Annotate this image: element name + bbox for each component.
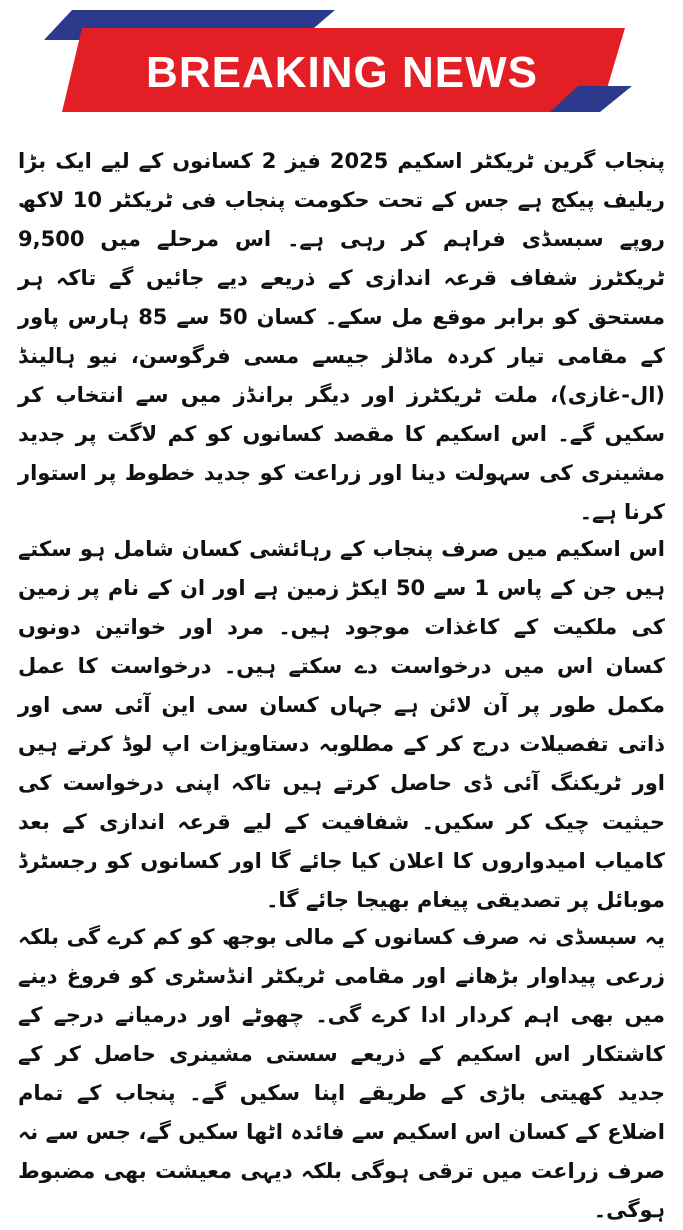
article-paragraph-3: یہ سبسڈی نہ صرف کسانوں کے مالی بوجھ کو کم کرے گی بلکہ زرعی پیداوار بڑھانے اور مقامی ٹریکٹر انڈسٹری کو فروغ دینے میں بھی اہم کردار ادا کرے گی۔ چھوٹے اور درمیانے درجے کے کاشتکار اس اسکیم کے ذریعے سستی مشینری حاصل کر کے جدید کھیتی باڑی کے طریقے اپنا سکیں گے۔ پنجاب کے تمام اضلاع کے کسان اس اسکیم سے فائدہ اٹھا سکیں گے، جس سے نہ صرف زراعت میں ترقی ہوگی بلکہ دیہی معیشت بھی مضبوط ہوگی۔ [18, 925, 665, 1222]
breaking-news-banner [0, 0, 683, 130]
article-paragraph-2: اس اسکیم میں صرف پنجاب کے رہائشی کسان شامل ہو سکتے ہیں جن کے پاس 1 سے 50 ایکڑ زمین ہے اور ان کے نام پر زمین کی ملکیت کے کاغذات موجود ہیں۔ مرد اور خواتین دونوں کسان اس میں درخواست دے سکتے ہیں۔ درخواست کا عمل مکمل طور پر آن لائن ہے جہاں کسان سی این آئی سی اور ذاتی تفصیلات درج کر کے مطلوبہ دستاویزات اپ لوڈ کرتے ہیں اور ٹریکنگ آئی ڈی حاصل کرتے ہیں تاکہ اپنی درخواست کی حیثیت چیک کر سکیں۔ شفافیت کے لیے قرعہ اندازی کے بعد کامیاب امیدواروں کا اعلان کیا جائے گا اور کسانوں کو رجسٹرڈ موبائل پر تصدیقی پیغام بھیجا جائے گا۔ [18, 537, 666, 912]
article-body [18, 142, 666, 1222]
banner-title: BREAKING NEWS [146, 48, 538, 97]
article-paragraph-1: پنجاب گرین ٹریکٹر اسکیم 2025 فیز 2 کسانوں کے لیے ایک بڑا ریلیف پیکج ہے جس کے تحت حکومت پنجاب فی ٹریکٹر 10 لاکھ روپے سبسڈی فراہم کر رہی ہے۔ اس مرحلے میں 9,500 ٹریکٹرز شفاف قرعہ اندازی کے ذریعے دیے جائیں گے تاکہ ہر مستحق کو برابر موقع مل سکے۔ کسان 50 سے 85 ہارس پاور کے مقامی تیار کردہ ماڈلز جیسے مسی فرگوسن، نیو ہالینڈ (ال-غازی)، ملت ٹریکٹرز اور دیگر برانڈز میں سے انتخاب کر سکیں گے۔ اس اسکیم کا مقصد کسانوں کو کم لاگت پر جدید مشینری کی سہولت دینا اور زراعت کو جدید خطوط پر استوار کرنا ہے۔ [18, 149, 665, 524]
